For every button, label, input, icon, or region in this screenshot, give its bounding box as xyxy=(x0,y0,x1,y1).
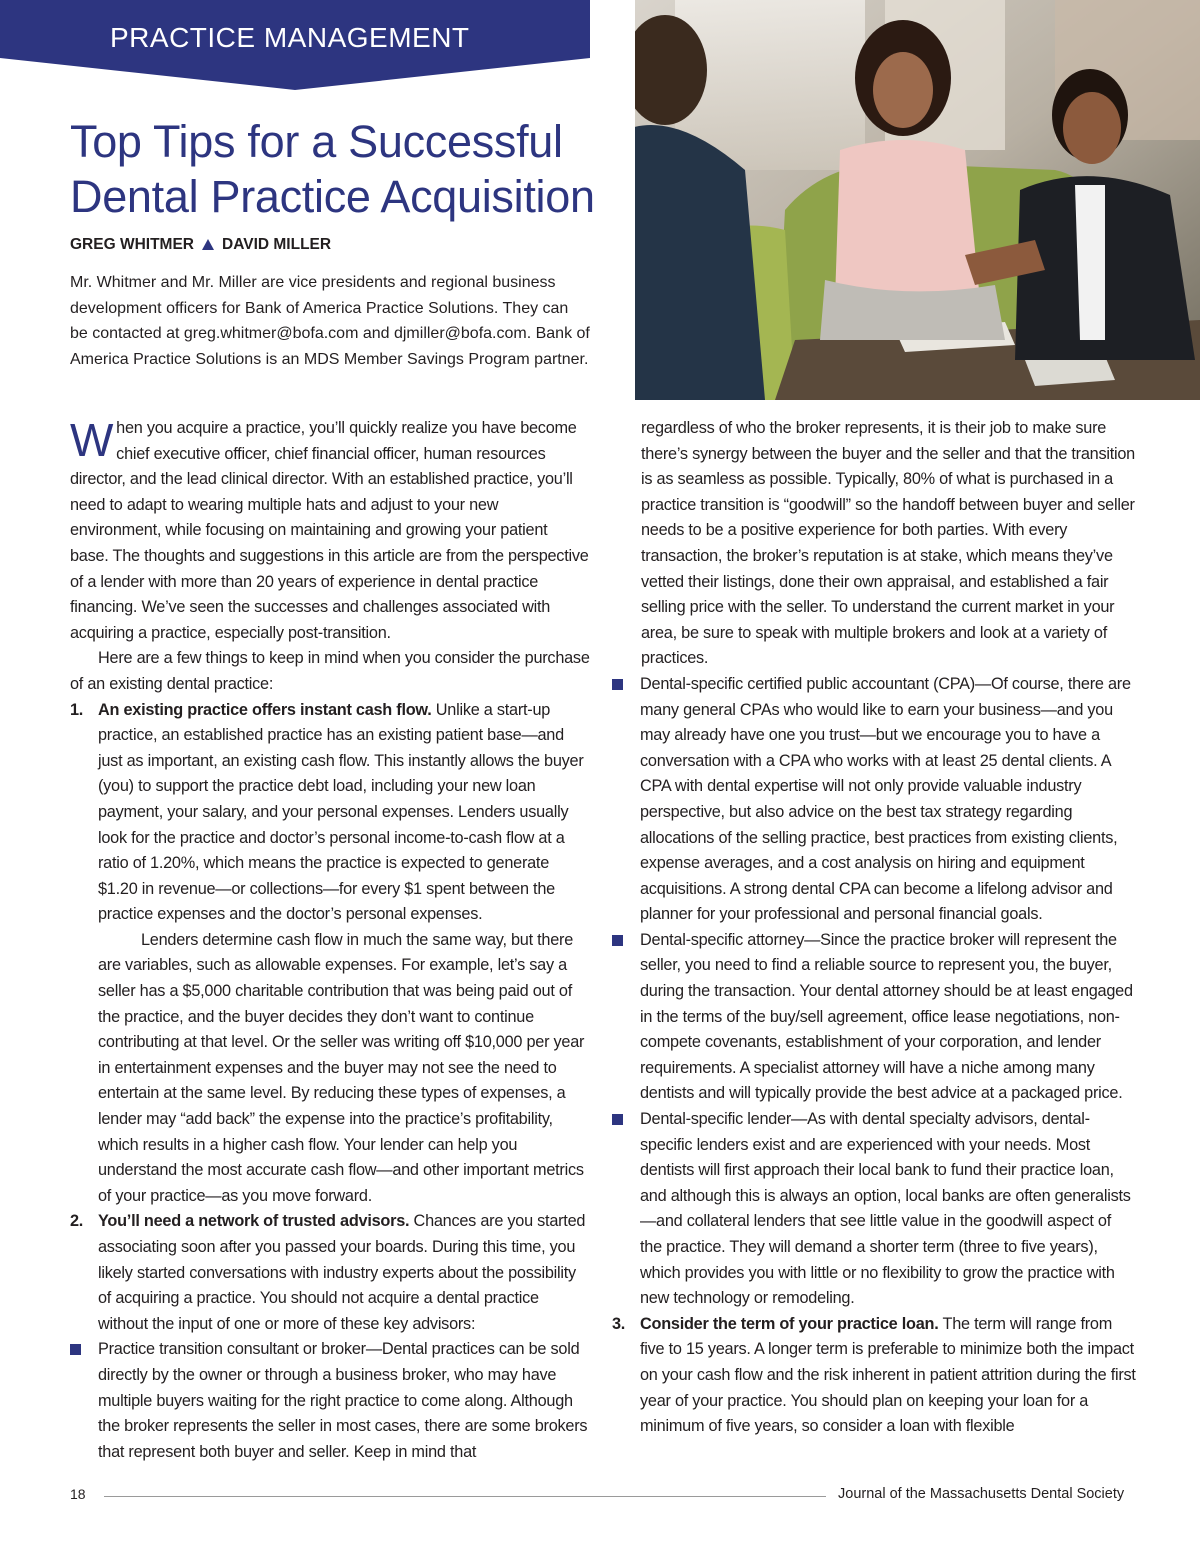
intro-text: hen you acquire a practice, you’ll quickly realize you have become chief executive officer, chief financial officer, human resources director, and the lead clinical director. With an established practice, you’ll need to adapt to wearing multiple hats and adjust to your new environment, while focusing on maintaining and growing your patient base. The thoughts and suggestions in this article are from the perspective of a lender with more than 20 years of experience in dental practice financing. We’ve seen the successes and challenges associated with acquiring a practice, especially post-transition. xyxy=(70,419,589,642)
bullet-text: Practice transition consultant or broker—Dental practices can be sold directly by the owner or through a business broker, who may have multiple buyers waiting for the right practice to come along. Although the broker represents the seller in most cases, there are some brokers that represent both buyer and seller. Keep in mind that xyxy=(98,1340,588,1461)
left-column xyxy=(70,416,590,1465)
tip-body: Unlike a start-up practice, an established practice has an existing patient base—and just as important, an existing cash flow. This instantly allows the buyer (you) to support the practice debt load, including your new loan payment, your salary, and your personal expenses. Lenders usually look for the practice and doctor’s personal income-to-cash flow at a ratio of 1.20%, which means the practice is expected to generate $1.20 in revenue—or collections—for every $1 spent between the practice expenses and the doctor’s personal expenses. xyxy=(98,700,584,924)
footer-divider xyxy=(104,1496,826,1497)
bullet-text: Dental-specific attorney—Since the practice broker will represent the seller, you need to find a reliable source to represent you, the buyer, during the transaction. Your dental attorney should be at least engaged in the terms of the buy/sell agreement, office lease negotiations, non-compete covenants, establishment of your corporation, and lender requirements. A specialist attorney will have a niche among many dentists and will typically provide the best advice at a packaged price. xyxy=(640,930,1133,1103)
tip-paragraph xyxy=(98,698,590,928)
bullet-square-icon xyxy=(612,1107,640,1312)
page-number: 18 xyxy=(70,1486,86,1502)
tip-body: Chances are you started associating soon after you passed your boards. During this time, you likely started conversations with industry experts about the possibility of acquiring a practice. You should not acquire a dental practice without the input of one or more of these key advisors: xyxy=(98,1212,586,1333)
tip-heading: Consider the term of your practice loan. xyxy=(640,1314,939,1333)
tip-heading: You’ll need a network of trusted advisors. xyxy=(98,1212,410,1231)
bullet-continuation: regardless of who the broker represents, it is their job to make sure there’s synergy between the buyer and the seller and that the transition is as seamless as possible. Typically, 80% of what is purchased in a practice transition is “goodwill” so the handoff between buyer and seller needs to be a positive experience for both parties. With every transaction, the broker’s reputation is at stake, which means they’ve vetted their listings, done their own appraisal, and established a fair selling price with the seller. To understand the current market in your area, be sure to speak with multiple brokers and look at a variety of practices. xyxy=(641,419,1135,668)
tip-heading: An existing practice offers instant cash flow. xyxy=(98,700,432,719)
triangle-separator-icon xyxy=(202,239,214,250)
right-column xyxy=(612,416,1137,1440)
bullet-text: Dental-specific lender—As with dental specialty advisors, dental-specific lenders exist and are experienced with your needs. Most dentists will first approach their local bank to fund their practice loan, and although this is always an option, local banks are often generalists—and collateral lenders that see little value in the goodwill aspect of the practice. They will demand a shorter term (three to five years), which provides you with little or no flexibility to grow the practice with new technology or remodeling. xyxy=(640,1110,1131,1308)
article-title: Top Tips for a Successful Dental Practice Acquisition xyxy=(70,116,595,222)
intro-paragraph xyxy=(70,416,590,646)
meeting-photo-illustration xyxy=(635,0,1200,400)
list-number: 2. xyxy=(70,1212,84,1231)
list-item xyxy=(70,1209,590,1337)
list-item xyxy=(70,1337,590,1465)
journal-name: Journal of the Massachusetts Dental Society xyxy=(838,1486,1125,1502)
list-item xyxy=(612,1312,1137,1440)
article-photo xyxy=(635,0,1200,400)
bullet-text: Dental-specific certified public accountant (CPA)—Of course, there are many general CPAs who would like to earn your business—and you may already have one you trust—but we encourage you to have a conversation with a CPA who works with at least 25 dental clients. A CPA with dental expertise will not only provide valuable industry perspective, but also advice on the best tax strategy regarding allocations of the selling practice, best practices from existing clients, expense averages, and a cost analysis on hiring and equipment acquisitions. A strong dental CPA can become a lifelong advisor and planner for your professional and personal financial goals. xyxy=(640,674,1131,924)
bullet-square-icon xyxy=(612,928,640,1107)
tip-paragraph xyxy=(98,1209,590,1337)
list-item xyxy=(70,698,590,1210)
author-name: DAVID MILLER xyxy=(222,236,332,253)
tip-body: The term will range from five to 15 years. A longer term is preferable to minimize both the impact on your cash flow and the risk inherent in patient attrition during the first year of your practice. You should plan on keeping your loan for a minimum of five years, so consider a loan with flexible xyxy=(640,1314,1136,1436)
tip-paragraph xyxy=(640,1312,1137,1440)
section-label: PRACTICE MANAGEMENT xyxy=(110,22,470,53)
list-number: 3. xyxy=(612,1314,626,1333)
bullet-square-icon xyxy=(70,1337,98,1465)
list-item xyxy=(612,672,1137,928)
author-name: GREG WHITMER xyxy=(70,236,194,253)
lead-in-paragraph: Here are a few things to keep in mind when you consider the purchase of an existing dental practice: xyxy=(70,649,590,693)
author-byline xyxy=(70,236,331,254)
bullet-square-icon xyxy=(612,672,640,928)
list-item xyxy=(612,1107,1137,1312)
list-item xyxy=(612,928,1137,1107)
list-number: 1. xyxy=(70,700,84,719)
tip-paragraph: Lenders determine cash flow in much the same way, but there are variables, such as allowable expenses. For example, let’s say a seller has a $5,000 charitable contribution that was being paid out of the practice, and the buyer decides they don’t want to continue contributing at that level. Or the seller was writing off $10,000 per year in entertainment expenses and the buyer may not see the need to entertain at the same level. By reducing these types of expenses, a lender may “add back” the expense into the practice’s profitability, which results in a higher cash flow. Your lender can help you understand the most accurate cash flow—and other important metrics of your practice—as you move forward. xyxy=(98,930,585,1205)
author-bio: Mr. Whitmer and Mr. Miller are vice presidents and regional business development officers for Bank of America Practice Solutions. They can be contacted at greg.whitmer@bofa.com and djmiller@bofa.com. Bank of America Practice Solutions is an MDS Member Savings Program partner. xyxy=(70,274,590,368)
drop-cap: W xyxy=(70,414,114,466)
